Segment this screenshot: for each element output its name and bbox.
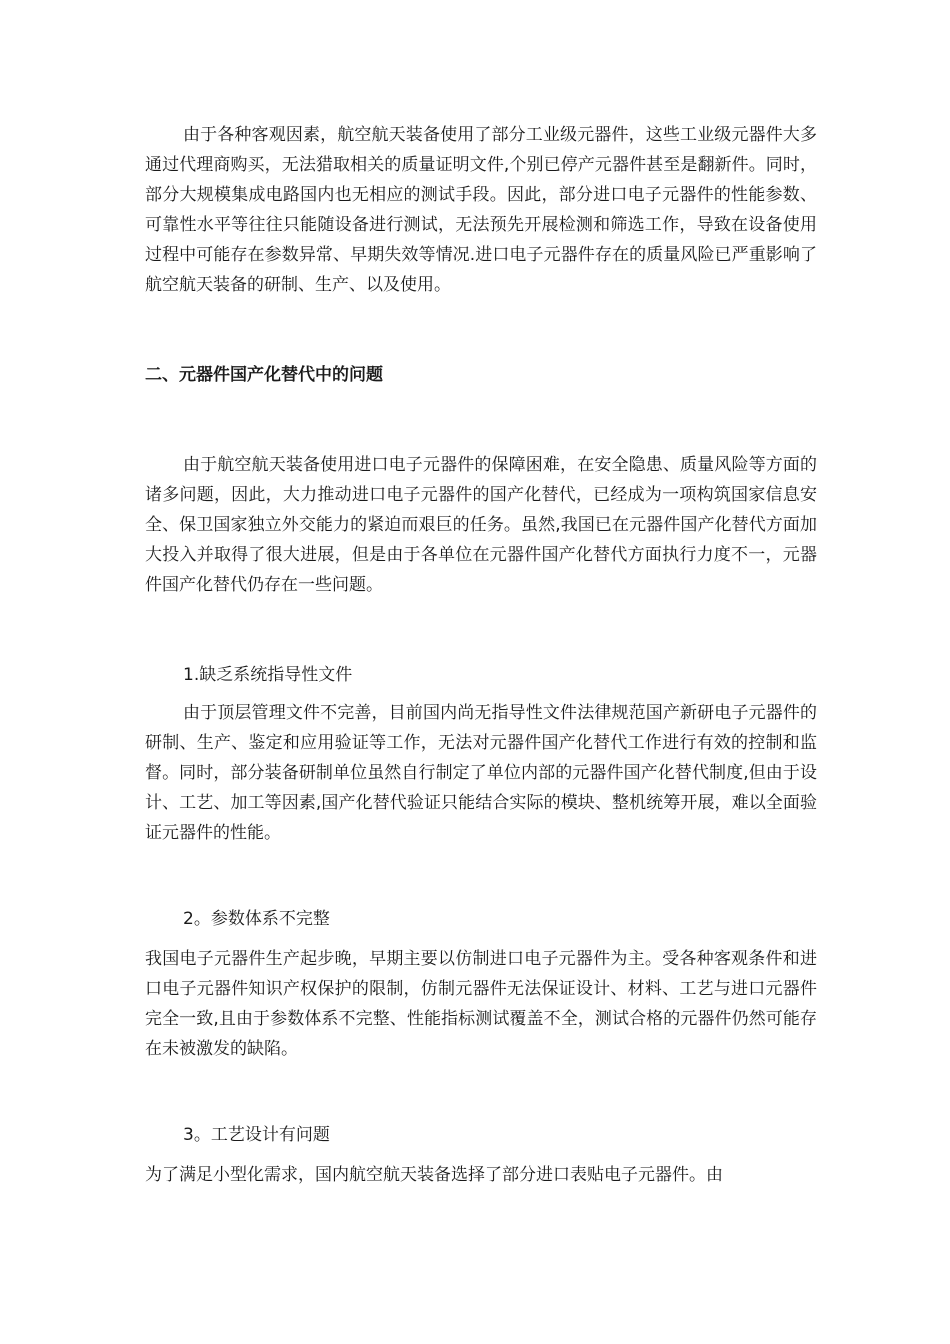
section-heading: 二、元器件国产化替代中的问题 — [145, 365, 383, 385]
subheading-process-design: 3。工艺设计有问题 — [183, 1125, 330, 1145]
paragraph-parameter-system: 我国电子元器件生产起步晚，早期主要以仿制进口电子元器件为主。受各种客观条件和进口电子元器件知识产权保护的限制，仿制元器件无法保证设计、材料、工艺与进口元器件完全一致,且由于参数体系不完整、性能指标测试覆盖不全，测试合格的元器件仍然可能存在未被激发的缺陷。 — [145, 949, 817, 1059]
paragraph-quality-risk: 由于各种客观因素，航空航天装备使用了部分工业级元器件，这些工业级元器件大多通过代理商购买，无法猎取相关的质量证明文件,个别已停产元器件甚至是翻新件。同时，部分大规模集成电路国内也无相应的测试手段。因此，部分进口电子元器件的性能参数、可靠性水平等往往只能随设备进行测试，无法预先开展检测和筛选工作，导致在设备使用过程中可能存在参数异常、早期失效等情况.进口电子元器件存在的质量风险已严重影响了航空航天装备的研制、生产、以及使用。 — [145, 125, 817, 295]
paragraph-localization-intro: 由于航空航天装备使用进口电子元器件的保障困难，在安全隐患、质量风险等方面的诸多问题，因此，大力推动进口电子元器件的国产化替代，已经成为一项构筑国家信息安全、保卫国家独立外交能力的紧迫而艰巨的任务。虽然,我国已在元器件国产化替代方面加大投入并取得了很大进展，但是由于各单位在元器件国产化替代方面执行力度不一，元器件国产化替代仍存在一些问题。 — [145, 455, 817, 595]
subheading-parameter-system: 2。参数体系不完整 — [183, 909, 330, 929]
document-page — [145, 120, 817, 1190]
paragraph-guidance-docs: 由于顶层管理文件不完善，目前国内尚无指导性文件法律规范国产新研电子元器件的研制、生产、鉴定和应用验证等工作，无法对元器件国产化替代工作进行有效的控制和监督。同时，部分装备研制单位虽然自行制定了单位内部的元器件国产化替代制度,但由于设计、工艺、加工等因素,国产化替代验证只能结合实际的模块、整机统筹开展，难以全面验证元器件的性能。 — [145, 703, 817, 843]
subheading-guidance-docs: 1.缺乏系统指导性文件 — [183, 665, 353, 685]
paragraph-process-design: 为了满足小型化需求，国内航空航天装备选择了部分进口表贴电子元器件。由 — [145, 1165, 723, 1185]
